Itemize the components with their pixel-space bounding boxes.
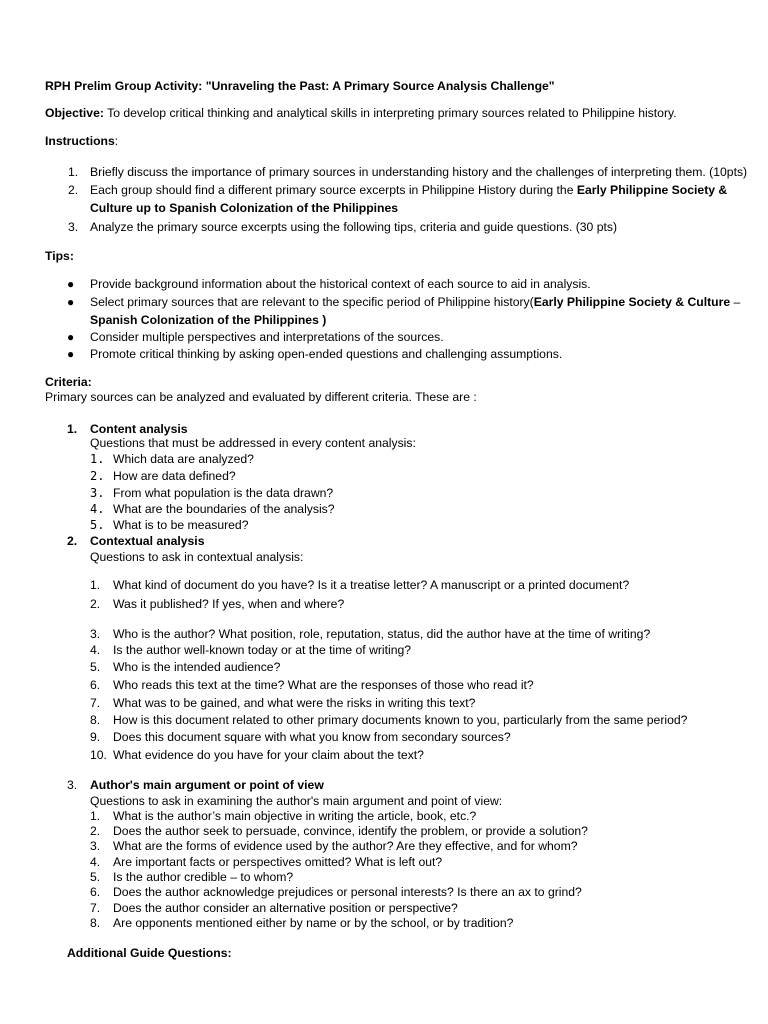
instruction-number: 2.	[68, 183, 79, 197]
tip-text: Select primary sources that are relevant to the specific period of Philippine history(	[90, 295, 534, 309]
question-item: Who is the intended audience?	[113, 660, 281, 674]
question-item: Which data are analyzed?	[113, 452, 254, 466]
tip-dash: –	[730, 295, 741, 309]
question-item: What was to be gained, and what were the risks in writing this text?	[113, 696, 476, 710]
tip-item: Promote critical thinking by asking open-ended questions and challenging assumptions.	[90, 347, 563, 361]
question-item: Does the author acknowledge prejudices or personal interests? Is there an ax to grind?	[113, 885, 582, 899]
question-item: Does the author consider an alternative position or perspective?	[113, 901, 458, 915]
instruction-number: 3.	[68, 220, 79, 234]
instruction-period-bold-continued: Culture up to Spanish Colonization of the Philippines	[90, 201, 399, 215]
question-number: 3.	[90, 627, 101, 641]
question-number: 6.	[90, 885, 101, 899]
question-item: Was it published? If yes, when and where?	[113, 597, 345, 611]
question-number: 6.	[90, 678, 101, 692]
question-number: 5.	[90, 660, 101, 674]
question-number: 9.	[90, 730, 101, 744]
section-intro: Questions to ask in examining the author's main argument and point of view:	[90, 794, 503, 808]
question-number: 1.	[90, 452, 105, 466]
question-item: Does the author seek to persuade, convince, identify the problem, or provide a solution?	[113, 824, 588, 838]
tip-period-bold-continued: Spanish Colonization of the Philippines )	[90, 313, 327, 327]
tips-heading: Tips:	[45, 249, 74, 263]
question-number: 3.	[90, 839, 101, 853]
question-number: 2.	[90, 597, 101, 611]
document-title: RPH Prelim Group Activity: "Unraveling the Past: A Primary Source Analysis Challenge"	[45, 79, 555, 93]
section-intro: Questions that must be addressed in every content analysis:	[90, 436, 416, 450]
question-number: 7.	[90, 901, 101, 915]
section-title: Content analysis	[90, 422, 188, 436]
section-number: 2.	[67, 534, 78, 548]
question-item: What kind of document do you have? Is it a treatise letter? A manuscript or a printed document?	[113, 578, 630, 592]
tip-item: Consider multiple perspectives and interpretations of the sources.	[90, 330, 444, 344]
question-number: 7.	[90, 696, 101, 710]
section-intro: Questions to ask in contextual analysis:	[90, 550, 304, 564]
question-item: What are the boundaries of the analysis?	[113, 502, 335, 516]
question-item: What is to be measured?	[113, 518, 249, 532]
section-title: Author's main argument or point of view	[90, 778, 324, 792]
instruction-item: Analyze the primary source excerpts using the following tips, criteria and guide questions. (30 pts)	[90, 220, 618, 234]
instructions-label: Instructions	[45, 134, 115, 148]
question-item: What evidence do you have for your claim about the text?	[113, 748, 424, 762]
question-item: How are data defined?	[113, 469, 236, 483]
question-number: 2.	[90, 469, 105, 483]
question-number: 8.	[90, 916, 101, 930]
question-number: 2.	[90, 824, 101, 838]
question-item: What are the forms of evidence used by the author? Are they effective, and for whom?	[113, 839, 578, 853]
tip-item: Provide background information about the historical context of each source to aid in analysis.	[90, 277, 591, 291]
question-item: Who is the author? What position, role, reputation, status, did the author have at the time of writing?	[113, 627, 651, 641]
section-number: 3.	[67, 778, 78, 792]
question-number: 1.	[90, 809, 101, 823]
objective-label: Objective:	[45, 106, 104, 120]
question-number: 4.	[90, 643, 101, 657]
bullet-icon: ●	[67, 330, 75, 344]
question-number: 5.	[90, 870, 101, 884]
question-number: 8.	[90, 713, 101, 727]
criteria-intro: Primary sources can be analyzed and evaluated by different criteria. These are :	[45, 390, 477, 404]
instruction-number: 1.	[68, 165, 79, 179]
question-item: How is this document related to other primary documents known to you, particularly from the same period?	[113, 713, 688, 727]
instruction-text: Each group should find a different primary source excerpts in Philippine History during the	[90, 183, 577, 197]
question-item: Is the author credible – to whom?	[113, 870, 294, 884]
criteria-heading: Criteria:	[45, 375, 92, 389]
objective-text: To develop critical thinking and analytical skills in interpreting primary sources related to Philippine history.	[103, 106, 677, 120]
bullet-icon: ●	[67, 295, 75, 309]
objective-paragraph	[45, 105, 677, 122]
question-number: 3.	[90, 486, 105, 500]
instruction-period-bold: Early Philippine Society &	[576, 183, 728, 197]
question-number: 1.	[90, 578, 101, 592]
instruction-item	[90, 182, 727, 199]
section-number: 1.	[67, 422, 78, 436]
instruction-item: Briefly discuss the importance of primary sources in understanding history and the challenges of interpreting them. (10pts)	[90, 165, 748, 179]
question-item: Is the author well-known today or at the time of writing?	[113, 643, 412, 657]
question-number: 10.	[90, 748, 107, 762]
tip-period-bold: Early Philippine Society & Culture	[533, 295, 731, 309]
question-item: Are opponents mentioned either by name or by the school, or by tradition?	[113, 916, 514, 930]
question-number: 4.	[90, 855, 101, 869]
section-title: Contextual analysis	[90, 534, 205, 548]
bullet-icon: ●	[67, 277, 75, 291]
additional-guide-heading: Additional Guide Questions:	[67, 946, 232, 960]
instructions-heading	[45, 133, 118, 150]
bullet-icon: ●	[67, 347, 75, 361]
question-item: Who reads this text at the time? What are the responses of those who read it?	[113, 678, 534, 692]
instructions-colon: :	[114, 134, 119, 148]
question-number: 4.	[90, 502, 105, 516]
question-item: What is the author’s main objective in writing the article, book, etc.?	[113, 809, 477, 823]
question-item: Does this document square with what you know from secondary sources?	[113, 730, 511, 744]
question-item: From what population is the data drawn?	[113, 486, 334, 500]
question-item: Are important facts or perspectives omitted? What is left out?	[113, 855, 443, 869]
tip-item	[90, 294, 740, 311]
question-number: 5.	[90, 518, 105, 532]
